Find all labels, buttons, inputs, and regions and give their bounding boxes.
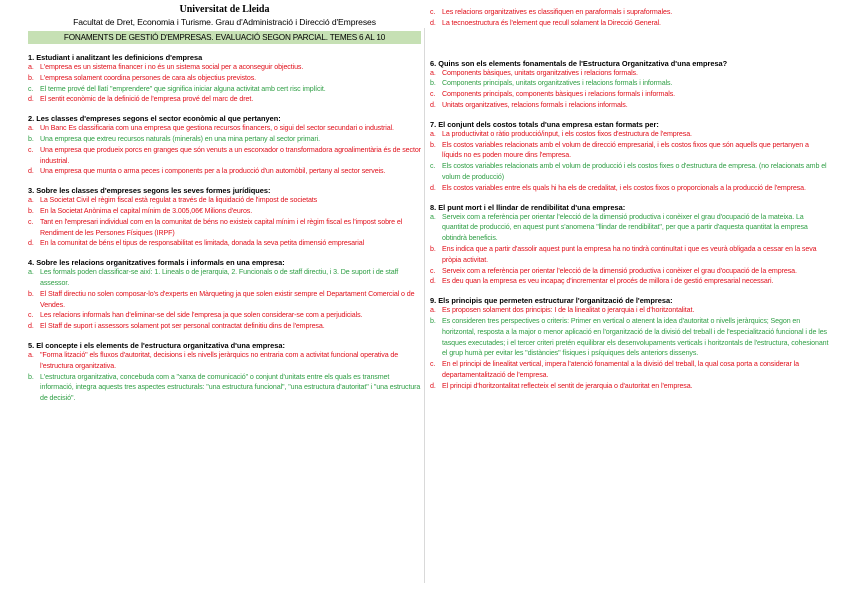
option-letter: b. bbox=[430, 316, 436, 325]
answer-option bbox=[28, 166, 421, 177]
option-letter: d. bbox=[430, 100, 436, 109]
option-letter: a. bbox=[28, 268, 34, 277]
option-letter: a. bbox=[430, 68, 436, 77]
answer-option bbox=[430, 68, 830, 79]
left-questions bbox=[28, 53, 421, 404]
option-letter: b. bbox=[430, 140, 436, 149]
answer-option bbox=[430, 183, 830, 194]
option-text: La Societat Civil el règim fiscal està regulat a través de la liquidació de l'impost de societats bbox=[40, 196, 318, 205]
option-letter: d. bbox=[28, 239, 34, 248]
question-title: 4. Sobre les relacions organitzatives formals i informals en una empresa: bbox=[28, 258, 285, 268]
answer-option bbox=[28, 372, 421, 404]
option-letter: c. bbox=[430, 266, 436, 275]
subject-banner: FONAMENTS DE GESTIÓ D'EMPRESAS. EVALUACIÓ SEGON PARCIAL. TEMES 6 AL 10 bbox=[28, 31, 421, 44]
option-letter: a. bbox=[430, 306, 436, 315]
option-text: Components bàsiques, unitats organitzatives i relacions formals. bbox=[442, 68, 638, 77]
option-letter: b. bbox=[28, 73, 34, 82]
question-block bbox=[28, 341, 421, 404]
option-letter: b. bbox=[28, 134, 34, 143]
answer-option bbox=[430, 359, 830, 381]
university-title: Universitat de Lleida bbox=[179, 4, 270, 15]
option-letter: c. bbox=[430, 8, 436, 16]
question-block bbox=[28, 114, 421, 177]
question-block bbox=[430, 59, 830, 111]
question-title: 2. Les classes d'empreses segons el sector econòmic al que pertanyen: bbox=[28, 114, 281, 124]
answer-option bbox=[430, 7, 830, 18]
answer-option bbox=[28, 217, 421, 239]
option-text: En la comunitat de béns el tipus de responsabilitat es limitada, donada la seva petita dimensió empresarial bbox=[40, 239, 365, 248]
option-text: Els costos variables relacionats amb el volum de producció i els costos fixes o d'estructura de empresa. (no relacionats amb el volum de producció) bbox=[442, 162, 827, 181]
answer-option bbox=[430, 381, 830, 392]
option-text: El sentit econòmic de la definició de l'empresa prové del marc de dret. bbox=[40, 95, 254, 104]
option-text: En el principi de linealitat vertical, impera l'atenció fonamental a la divisió del treball, la qual cosa porta a considerar la departamentalització de l'empresa. bbox=[442, 360, 799, 379]
faculty-line: Facultat de Dret, Economia i Turisme. Grau d'Administració i Direcció d'Empreses bbox=[73, 17, 376, 27]
option-text: "Forma lització" els fluxos d'autoritat, decisions i els nivells jeràrquics no entraria com a activitat funcional operativa de l'estructura organitzativa. bbox=[40, 350, 399, 370]
option-letter: b. bbox=[28, 206, 34, 215]
option-letter: c. bbox=[430, 360, 436, 369]
option-letter: d. bbox=[430, 18, 436, 27]
question-title: 5. El concepte i els elements de l'estructura organitzativa d'una empresa: bbox=[28, 340, 285, 350]
question-title: 8. El punt mort i el llindar de rendibilitat d'una empresa: bbox=[430, 202, 626, 212]
answer-option bbox=[430, 129, 830, 140]
option-letter: b. bbox=[430, 244, 436, 253]
answer-option bbox=[28, 195, 421, 206]
option-text: L'empresa es un sistema financer i no és un sistema social per a aconseguir objectius. bbox=[40, 63, 304, 71]
option-text: En la Societat Anònima el capital mínim de 3.005,06€ Milions d'euros. bbox=[40, 206, 253, 215]
option-letter: a. bbox=[28, 350, 34, 359]
answer-option bbox=[28, 145, 421, 167]
option-text: El Staff directiu no solen composar-lo's d'experts en Màrqueting ja que solen existir sempre el Departament Comercial o de Vendes. bbox=[40, 289, 415, 309]
answer-option bbox=[430, 212, 830, 244]
option-text: Els costos variables relacionats amb el volum de direcció empresarial, i els costos fixos que són aquells que pertanyen a líquids no es poden moure dins l'empresa. bbox=[442, 140, 809, 160]
option-letter: d. bbox=[430, 381, 436, 390]
option-text: L'empresa solament coordina persones de cara als objectius previstos. bbox=[40, 73, 257, 82]
option-text: Les formals poden classificar-se així: 1. Lineals o de jerarquia, 2. Funcionals o de staff directiu, i 3. De suport i de staff assessor. bbox=[40, 268, 399, 287]
answer-option bbox=[430, 100, 830, 111]
question-title: 7. El conjunt dels costos totals d'una empresa estan formats per: bbox=[430, 119, 659, 129]
answer-option bbox=[28, 310, 421, 321]
option-text: Una empresa que produeix porcs en granges que són venuts a un escorxador o transformadora agroalimentària és de sector industrial. bbox=[40, 145, 421, 165]
option-letter: b. bbox=[28, 289, 34, 298]
option-text: Serveix com a referència per orientar l'elecció de la dimensió productiva i conèixer el grau d'ocupació de la mateixa. La quantitat de producció, en aquest punt s'anomena "llindar de rendibilitat", per que a partir d'aquesta quantitat la empresa obtindrà beneficis. bbox=[442, 212, 808, 243]
answer-option bbox=[28, 84, 421, 95]
answer-option bbox=[28, 62, 421, 73]
option-letter: c. bbox=[28, 311, 34, 320]
option-text: Components principals, components bàsiques i relacions formals i informals. bbox=[442, 90, 676, 99]
option-letter: c. bbox=[28, 84, 34, 93]
answer-option bbox=[28, 350, 421, 372]
option-text: Les relacions organitzatives es classifiquen en paraformals i supraformales. bbox=[442, 8, 673, 16]
option-letter: c. bbox=[430, 162, 436, 171]
option-text: Tant en l'empresari individual com en la comunitat de béns no existeix capital mínim i el règim fiscal es l'impost sobre el Rendiment de les Persones Físiques (IRPF) bbox=[40, 217, 403, 237]
answer-option bbox=[28, 289, 421, 311]
option-text: Serveix com a referència per orientar l'elecció de la dimensió productiva i conèixer el grau d'ocupació de la empresa. bbox=[442, 266, 797, 275]
answer-option bbox=[430, 244, 830, 266]
option-letter: c. bbox=[430, 90, 436, 99]
option-letter: a. bbox=[28, 196, 34, 205]
answer-option bbox=[430, 140, 830, 162]
option-text: Es deu quan la empresa es veu incapaç d'incrementar el procés de millora i de gestió empresarial necessari. bbox=[442, 277, 774, 286]
option-letter: c. bbox=[28, 145, 34, 154]
answer-option bbox=[430, 305, 830, 316]
option-text: Les relacions informals han d'eliminar-se del side l'empresa ja que solen considerar-se com a perjudicials. bbox=[40, 311, 363, 320]
answer-option bbox=[28, 134, 421, 145]
option-text: El Staff de suport i assessors solament pot ser personal contractat definitiu dins de l'empresa. bbox=[40, 322, 325, 331]
column-divider bbox=[424, 28, 425, 583]
option-letter: c. bbox=[28, 217, 34, 226]
option-text: Els costos variables entre els quals hi ha els de credalitat, i els costos fixos o proporcionals a la producció de l'empresa. bbox=[442, 183, 806, 192]
option-text: Es consideren tres perspectives o criteris: Primer en vertical o atenent la idea d'autoritat o nivells jeràrquics; Segon en horitzontal, resposta a la major o menor aplicació en l'organització de la divisió del treball i de l'especialització funcional i de les tasques executades; i el tercer criteri pretén equilibrar els desenvolupaments verticals i horitzontals de l'estructura, cohesionant el grup humà per evitar les "distàncies" físiques i psíquiques dels anteriors dissenys. bbox=[442, 316, 829, 358]
option-letter: d. bbox=[28, 95, 34, 104]
right-questions bbox=[430, 59, 830, 392]
question-block bbox=[28, 258, 421, 332]
option-letter: b. bbox=[430, 79, 436, 88]
left-column bbox=[28, 0, 421, 404]
answer-option bbox=[430, 161, 830, 183]
option-text: El terme prové del llatí "emprendere" que significa iniciar alguna activitat amb cert risc implícit. bbox=[40, 84, 326, 93]
option-text: La productivitat o ràtio producció/input, i els costos fixos d'estructura de l'empresa. bbox=[442, 129, 692, 138]
right-column bbox=[430, 0, 830, 392]
question-block bbox=[430, 203, 830, 288]
question-block bbox=[28, 53, 421, 105]
option-letter: a. bbox=[28, 124, 34, 133]
answer-option bbox=[28, 206, 421, 217]
option-text: El principi d'horitzontalitat reflecteix el sentit de jerarquia o d'autoritat en l'empresa. bbox=[442, 381, 693, 390]
document-header bbox=[28, 4, 421, 44]
option-text: Un Banc Es classificaria com una empresa que gestiona recursos financers, o sigui del sector secundari o industrial. bbox=[40, 124, 394, 133]
option-letter: a. bbox=[28, 63, 34, 71]
option-text: Una empresa que extreu recursos naturals (minerals) en una mina pertany al sector primari. bbox=[40, 134, 321, 143]
answer-option bbox=[430, 266, 830, 277]
answer-option bbox=[28, 123, 421, 134]
answer-option bbox=[430, 316, 830, 359]
question-block bbox=[430, 120, 830, 194]
option-letter: d. bbox=[430, 277, 436, 286]
option-text: Ens indica que a partir d'assolir aquest punt la empresa ha no tindrà continuïtat i que es veurà obligada a cessar en la seva pròpia activitat. bbox=[442, 244, 817, 264]
question-title: 6. Quins son els elements fonamentals de l'Estructura Organitzativa d'una empresa? bbox=[430, 58, 728, 68]
option-letter: a. bbox=[430, 212, 436, 221]
option-text: Components principals, unitats organitzatives i relacions formals i informals. bbox=[442, 79, 673, 88]
answer-option bbox=[430, 78, 830, 89]
option-text: La tecnoestructura és l'element que recull solament la Direcció General. bbox=[442, 18, 661, 27]
question-block bbox=[28, 186, 421, 249]
option-text: L'estructura organitzativa, concebuda com a "xarxa de comunicació" o conjunt d'unitats entre els quals es transmet informació, integra aquests tres aspectes estructurals: "una estructura funcional", "una estructura d'autoritat" i "una estructura de decisió". bbox=[40, 372, 421, 403]
option-letter: a. bbox=[430, 129, 436, 138]
answer-option bbox=[28, 238, 421, 249]
option-text: Unitats organitzatives, relacions formals i relacions informals. bbox=[442, 100, 628, 109]
answer-option bbox=[430, 276, 830, 287]
question-title: 3. Sobre les classes d'empreses segons les seves formes jurídiques: bbox=[28, 186, 271, 196]
option-text: Una empresa que munta o arma peces i components per a la producció d'un automòbil, pertany al sector serveis. bbox=[40, 167, 386, 176]
answer-option bbox=[430, 18, 830, 29]
question-title: 1. Estudiant i analitzant les definicions d'empresa bbox=[28, 53, 203, 62]
answer-option bbox=[28, 267, 421, 289]
answer-option bbox=[430, 89, 830, 100]
option-letter: d. bbox=[430, 183, 436, 192]
answer-option bbox=[28, 73, 421, 84]
option-letter: d. bbox=[28, 167, 34, 176]
answer-option bbox=[28, 94, 421, 105]
option-letter: d. bbox=[28, 322, 34, 331]
answer-option bbox=[28, 321, 421, 332]
option-letter: b. bbox=[28, 372, 34, 381]
question-title: 9. Els principis que permeten estructurar l'organització de l'empresa: bbox=[430, 296, 673, 306]
question-5-continuation bbox=[430, 7, 830, 29]
option-text: Es proposen solament dos principis: I de la linealitat o jerarquia i el d'horitzontalitat. bbox=[442, 306, 695, 315]
question-block bbox=[430, 296, 830, 391]
